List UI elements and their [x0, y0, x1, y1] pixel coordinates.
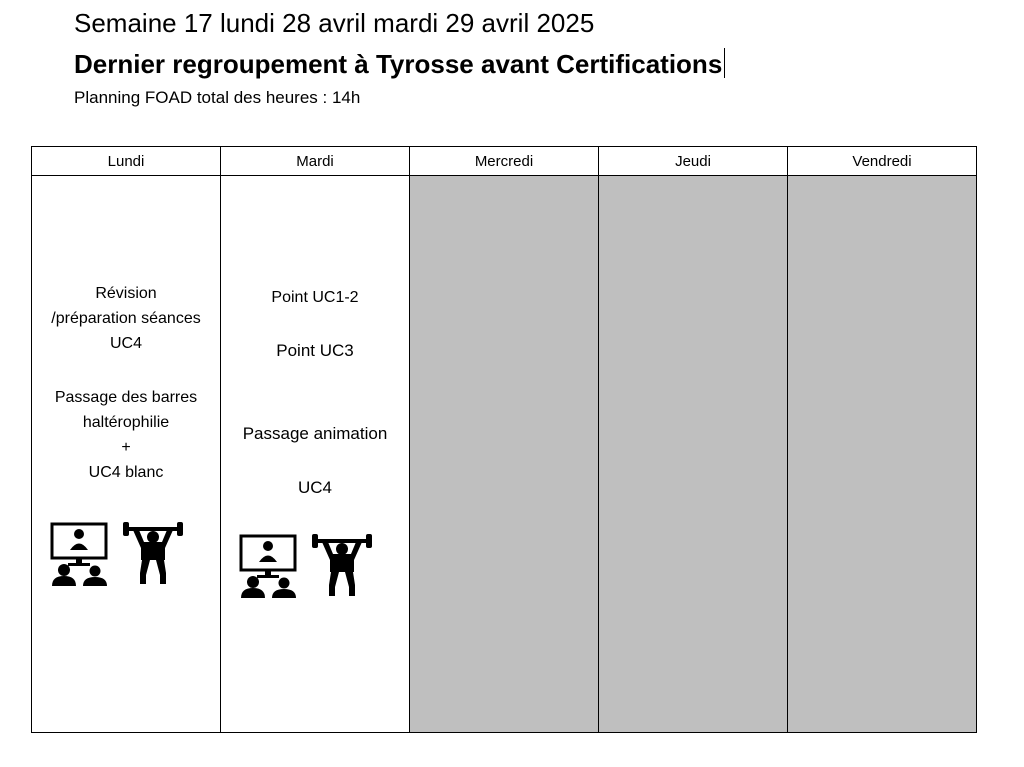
header-lundi: Lundi	[32, 147, 221, 176]
videoconference-icon	[239, 534, 299, 598]
mardi-l3: Passage animation	[242, 424, 388, 443]
header-jeudi: Jeudi	[599, 147, 788, 176]
lundi-l7: UC4 blanc	[88, 464, 164, 481]
mardi-l2: Point UC3	[276, 341, 354, 360]
lundi-l5: haltérophilie	[82, 414, 170, 431]
cell-lundi	[32, 176, 221, 733]
mardi-l4: UC4	[297, 478, 332, 497]
lundi-icons	[50, 520, 184, 586]
week-schedule-table	[31, 146, 977, 733]
header-mardi: Mardi	[221, 147, 410, 176]
hours-summary: Planning FOAD total des heures : 14h	[74, 88, 361, 107]
lundi-l2: /préparation séances	[51, 310, 201, 327]
table-header-row	[32, 147, 977, 176]
table-row	[32, 176, 977, 733]
week-title: Semaine 17 lundi 28 avril mardi 29 avril 2025	[74, 8, 595, 38]
text-cursor	[724, 48, 725, 78]
mardi-icons	[239, 532, 373, 598]
weightlifting-icon	[311, 532, 373, 598]
session-title-text: Dernier regroupement à Tyrosse avant Certifications	[74, 49, 723, 79]
header-mercredi: Mercredi	[410, 147, 599, 176]
lundi-l1: Révision	[95, 285, 157, 302]
lundi-l3: UC4	[109, 335, 142, 352]
cell-mercredi	[410, 176, 599, 733]
mardi-l1: Point UC1-2	[271, 289, 359, 306]
cell-mardi	[221, 176, 410, 733]
header-vendredi: Vendredi	[788, 147, 977, 176]
weightlifting-icon	[122, 520, 184, 586]
videoconference-icon	[50, 522, 110, 586]
lundi-l6: +	[121, 439, 131, 456]
cell-jeudi	[599, 176, 788, 733]
lundi-l4: Passage des barres	[54, 389, 198, 406]
session-title[interactable]	[74, 47, 725, 81]
cell-vendredi	[788, 176, 977, 733]
